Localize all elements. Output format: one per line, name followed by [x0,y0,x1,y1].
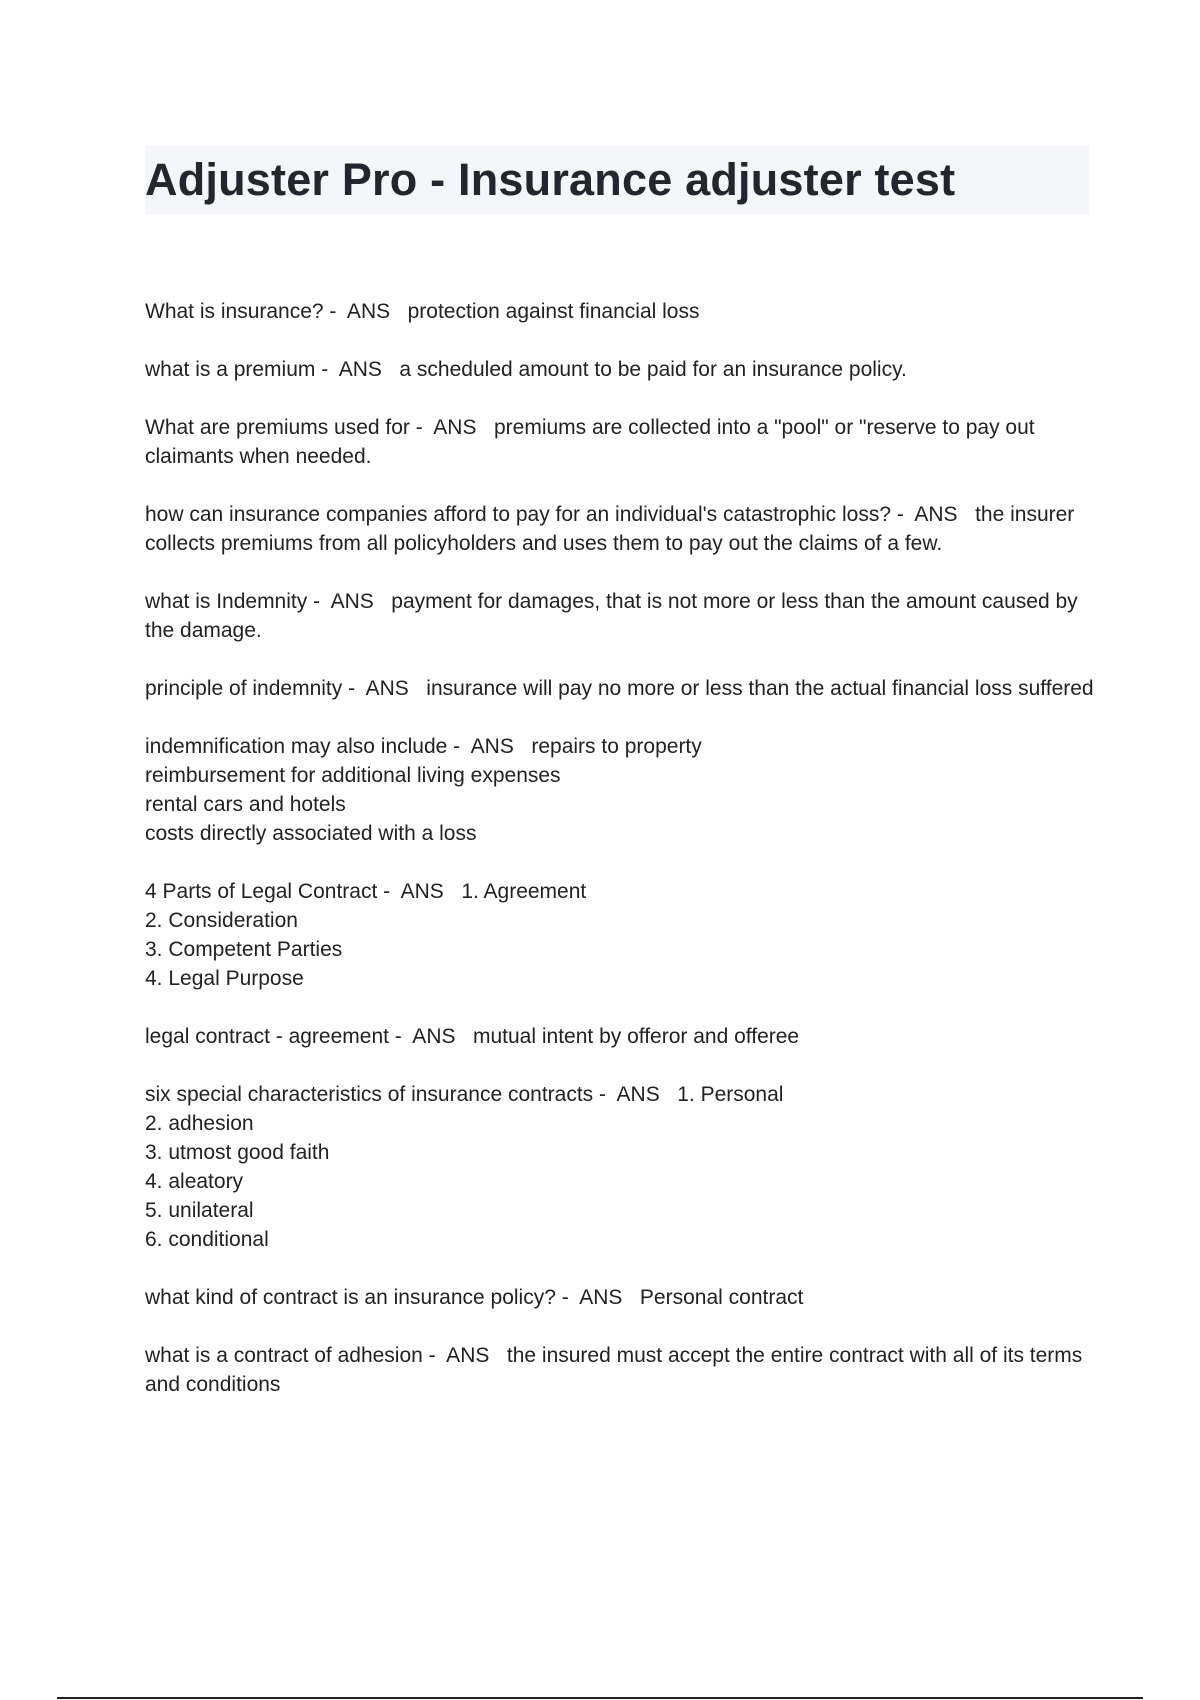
answer-separator: - ANS [307,590,392,613]
answer-separator: - ANS [555,1286,640,1309]
answer-line: 3. utmost good faith [145,1141,330,1164]
question-text: what is a contract of adhesion [145,1344,423,1367]
page-title: Adjuster Pro - Insurance adjuster test [145,154,956,205]
answer-text: repairs to property [531,735,702,758]
answer-line: 3. Competent Parties [145,938,343,961]
qa-entry [145,355,1095,384]
footer-divider [57,1697,1143,1699]
answer-separator: - ANS [422,1344,507,1367]
qa-first-line [145,674,1095,703]
qa-first-line [145,732,1095,761]
answer-text: insurance will pay no more or less than the actual financial loss suffered [426,677,1094,700]
answer-separator: - ANS [377,880,462,903]
qa-entry [145,1283,1095,1312]
answer-text: 1. Agreement [461,880,587,903]
question-text: legal contract - agreement [145,1025,389,1048]
answer-separator: - ANS [342,677,427,700]
title-banner [145,146,1089,214]
answer-text: the insurer collects premiums from all policyholders and uses them to pay out the claims of a few. [145,503,1081,555]
answer-separator: - ANS [447,735,532,758]
qa-first-line [145,587,1095,645]
qa-first-line [145,413,1095,471]
question-text: What is insurance? [145,300,324,323]
answer-line: reimbursement for additional living expenses [145,764,561,787]
question-text: what is a premium [145,358,316,381]
question-text: What are premiums used for [145,416,410,439]
qa-entry [145,732,1095,848]
answer-separator: - ANS [891,503,976,526]
question-text: indemnification may also include [145,735,448,758]
answer-line: 4. aleatory [145,1170,244,1193]
answer-line: 5. unilateral [145,1199,254,1222]
qa-first-line [145,1080,1095,1109]
qa-entry [145,1080,1095,1254]
answer-line: 6. conditional [145,1228,269,1251]
qa-first-line [145,355,1095,384]
answer-line: rental cars and hotels [145,793,346,816]
question-text: 4 Parts of Legal Contract [145,880,378,903]
answer-text: the insured must accept the entire contract with all of its terms and conditions [145,1344,1089,1396]
answer-text: payment for damages, that is not more or less than the amount caused by the damage. [145,590,1084,642]
answer-line: 2. adhesion [145,1112,254,1135]
qa-first-line [145,297,1095,326]
question-text: what kind of contract is an insurance policy? [145,1286,556,1309]
qa-first-line [145,1283,1095,1312]
qa-entry [145,413,1095,471]
qa-entry [145,1341,1095,1399]
qa-first-line [145,500,1095,558]
answer-line: 4. Legal Purpose [145,967,304,990]
qa-entry [145,1022,1095,1051]
answer-separator: - ANS [388,1025,473,1048]
question-text: six special characteristics of insurance contracts [145,1083,594,1106]
qa-entry [145,877,1095,993]
qa-entry [145,674,1095,703]
answer-text: Personal contract [639,1286,804,1309]
answer-text: mutual intent by offeror and offeree [473,1025,800,1048]
answer-separator: - ANS [409,416,494,439]
answer-text: protection against financial loss [407,300,700,323]
answer-separator: - ANS [315,358,400,381]
qa-first-line [145,1341,1095,1399]
question-text: principle of indemnity [145,677,343,700]
qa-entry [145,297,1095,326]
question-text: what is Indemnity [145,590,308,613]
answer-line: costs directly associated with a loss [145,822,477,845]
qa-first-line [145,1022,1095,1051]
answer-text: premiums are collected into a "pool" or "reserve to pay out claimants when needed. [145,416,1041,468]
qa-entry [145,500,1095,558]
qa-entry [145,587,1095,645]
answer-line: 2. Consideration [145,909,298,932]
answer-text: a scheduled amount to be paid for an insurance policy. [399,358,907,381]
answer-separator: - ANS [323,300,408,323]
answer-text: 1. Personal [677,1083,784,1106]
qa-list [145,297,1095,1428]
answer-separator: - ANS [593,1083,678,1106]
qa-first-line [145,877,1095,906]
question-text: how can insurance companies afford to pay for an individual's catastrophic loss? [145,503,892,526]
